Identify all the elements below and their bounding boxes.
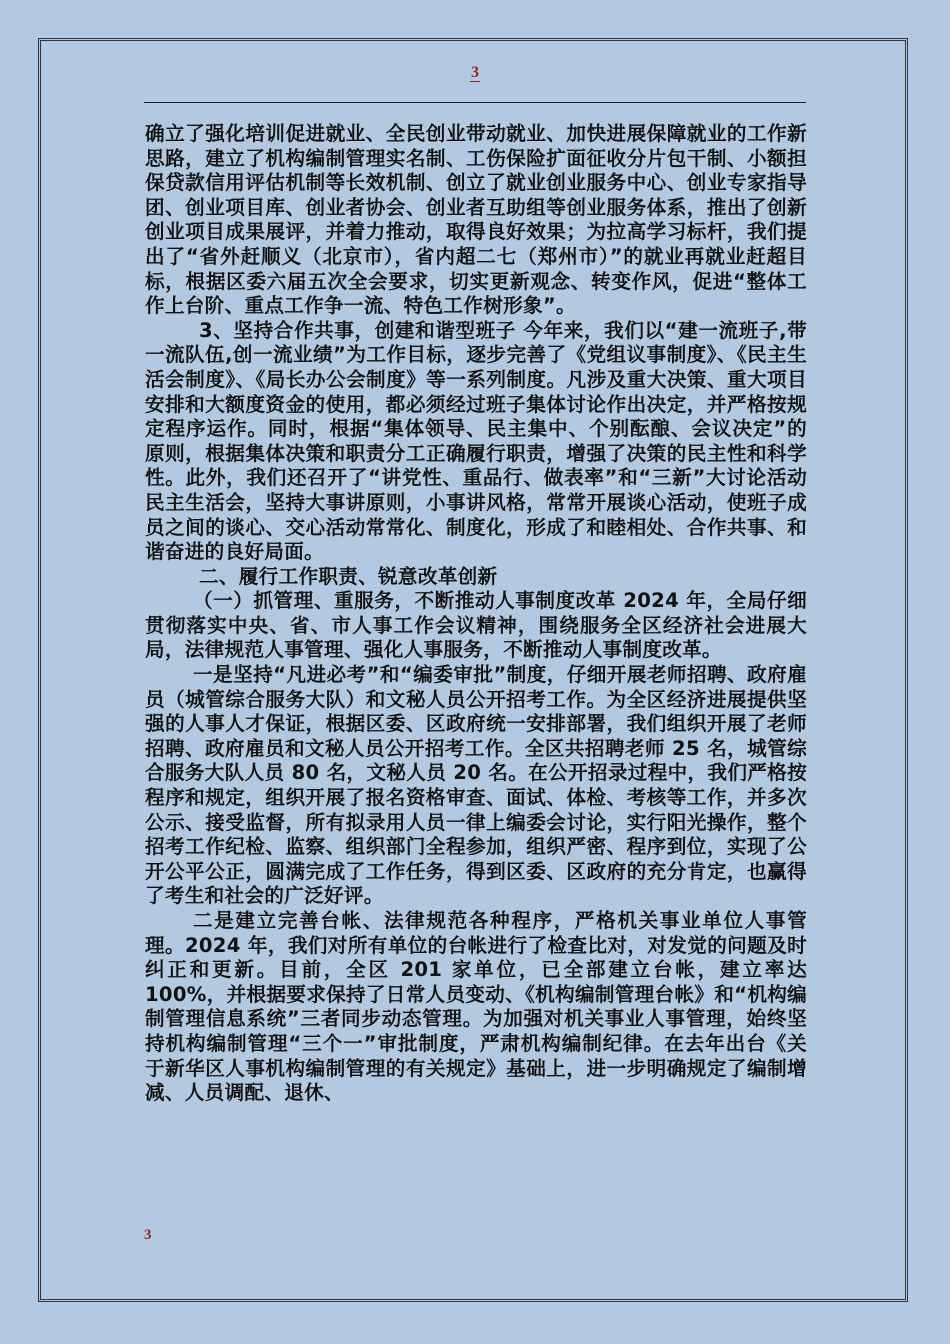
- section-heading: 二、履行工作职责、锐意改革创新: [199, 564, 498, 588]
- paragraph-4: 一是坚持“凡进必考”和“编委审批”制度，仔细开展老师招聘、政府雇员（城管综合服务大队）和文秘人员公开招考工作。为全区经济进展提供坚强的人事人才保证，根据区委、区政府统一安排部署，我们组织开展了老师招聘、政府雇员和文秘人员公开招考工作。全区共招聘老师 25 名，城管综合服务大队人员 80 名，文秘人员 20 名。在公开招录过程中，我们严格按程序和规定，组织开展了报名资格审查、面试、体检、考核等工作，并多次公示、接受监督，所有拟录用人员一律上编委会讨论，实行阳光操作，整个招考工作纪检、监察、组织部门全程参加，组织严密、程序到位，实现了公开公平公正，圆满完成了工作任务，得到区委、区政府的充分肯定，也赢得了考生和社会的广泛好评。: [145, 663, 807, 908]
- paragraph-5: 二是建立完善台帐、法律规范各种程序，严格机关事业单位人事管理。2024 年，我们对所有单位的台帐进行了检查比对，对发觉的问题及时纠正和更新。目前，全区 201 家单位，已全部建立台帐，建立率达 100%，并根据要求保持了日常人员变动、《机构编制管理台帐》和“机构编制管理信息系统”三者同步动态管理。为加强对机关事业人事管理，始终坚持机构编制管理“三个一”审批制度，严肃机构编制纪律。在去年出台《关于新华区人事机构编制管理的有关规定》基础上，进一步明确规定了编制增减、人员调配、退休、: [145, 909, 807, 1105]
- header-page-number: [0, 64, 950, 82]
- document-body: [145, 122, 807, 1106]
- paragraph-3: （一）抓管理、重服务，不断推动人事制度改革 2024 年，全局仔细贯彻落实中央、省、市人事工作会议精神，围绕服务全区经济社会进展大局，法律规范人事管理、强化人事服务，不断推动人事制度改革。: [145, 589, 807, 662]
- paragraph-1: 确立了强化培训促进就业、全民创业带动就业、加快进展保障就业的工作新思路，建立了机构编制管理实名制、工伤保险扩面征收分片包干制、小额担保贷款信用评估机制等长效机制、创立了就业创业服务中心、创业专家指导团、创业项目库、创业者协会、创业者互助组等创业服务体系，推出了创新创业项目成果展评，并着力推动，取得良好效果；为拉高学习标杆，我们提出了“省外赶顺义（北京市），省内超二七（郑州市）”的就业再就业赶超目标，根据区委六届五次全会要求，切实更新观念、转变作风，促进“整体工作上台阶、重点工作争一流、特色工作树形象”。: [145, 122, 807, 318]
- header-page-number-text: 3: [471, 64, 479, 81]
- paragraph-2: 3、坚持合作共事，创建和谐型班子 今年来，我们以“建一流班子,带一流队伍,创一流业绩”为工作目标，逐步完善了《党组议事制度》、《民主生活会制度》、《局长办公会制度》等一系列制度。凡涉及重大决策、重大项目安排和大额度资金的使用，都必须经过班子集体讨论作出决定，并严格按规定程序运作。同时，根据“集体领导、民主集中、个别酝酿、会议决定”的原则，根据集体决策和职责分工正确履行职责，增强了决策的民主性和科学性。此外，我们还召开了“讲党性、重品行、做表率”和“三新”大讨论活动民主生活会，坚持大事讲原则，小事讲风格，常常开展谈心活动，使班子成员之间的谈心、交心活动常常化、制度化，形成了和睦相处、合作共事、和谐奋进的良好局面。: [145, 318, 807, 564]
- header-divider: [144, 102, 806, 103]
- footer-page-number: 3: [144, 1227, 152, 1243]
